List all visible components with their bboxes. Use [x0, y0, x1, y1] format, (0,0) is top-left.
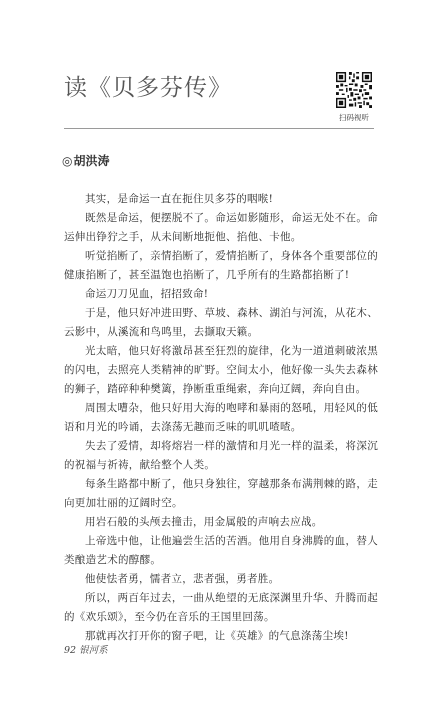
paragraph: 命运刀刀见血，招招致命! — [85, 288, 209, 300]
paragraph: 每条生路都中断了，他只身独往，穿越那条布满荆棘的路，走向更加壮丽的辽阔时空。 — [64, 478, 378, 509]
qr-code-icon[interactable] — [336, 72, 372, 108]
journal-name: 银河系 — [79, 645, 108, 656]
author-byline — [62, 152, 110, 169]
paragraph: 周围太嘈杂，他只好用大海的咆哮和暴雨的怒吼，用轻风的低语和月光的吟诵，去涤荡无趣而乏味的叽叽喳喳。 — [64, 402, 378, 433]
paragraph: 于是，他只好冲进田野、草坡、森林、湖泊与河流，从花木、云影中，从溪流和鸟鸣里，去撷取天籁。 — [64, 307, 378, 338]
paragraph: 那就再次打开你的窗子吧，让《英雄》的气息涤荡尘埃! — [85, 630, 349, 642]
qr-label: 扫码视听 — [339, 113, 369, 122]
paragraph: 他使怯者勇，懦者立，悲者强，勇者胜。 — [85, 573, 280, 585]
paragraph: 所以，两百年过去，一曲从绝望的无底深渊里升华、升腾而起的《欢乐颂》，至今仍在音乐的王国里回荡。 — [64, 592, 378, 623]
paragraph: 光太暗，他只好将激昂甚至狂烈的旋律，化为一道道刺破浓黑的闪电，去照亮人类精神的旷野。空间太小，他好像一头失去森林的狮子，踏碎种种樊篱，挣断重重绳索，奔向辽阔，奔向自由。 — [64, 345, 378, 395]
article-title: 读《贝多芬传》 — [64, 75, 232, 101]
paragraph: 听觉掐断了，亲情掐断了，爱情掐断了，身体各个重要部位的健康掐断了，甚至温饱也掐断了，几乎所有的生路都掐断了! — [64, 250, 378, 281]
article-body — [64, 190, 378, 646]
title-divider — [64, 128, 374, 129]
author-mark: ◎ — [62, 154, 73, 168]
paragraph: 上帝选中他，让他遍尝生活的苦酒。他用自身沸腾的血，替人类酿造艺术的醇醪。 — [64, 535, 378, 566]
author-name: 胡洪涛 — [73, 154, 110, 168]
qr-block[interactable] — [330, 72, 378, 123]
page-number: 92 — [64, 645, 77, 656]
paragraph: 其实，是命运一直在扼住贝多芬的咽喉! — [85, 193, 274, 205]
paragraph: 既然是命运，便摆脱不了。命运如影随形，命运无处不在。命运伸出铮狞之手，从未间断地扼他、掐他、卡他。 — [64, 212, 378, 243]
paragraph: 用岩石般的头颅去撞击，用金属般的声响去应战。 — [85, 516, 323, 528]
paragraph: 失去了爱情，却将熔岩一样的激情和月光一样的温柔，将深沉的祝福与祈祷，献给整个人类。 — [64, 440, 378, 471]
page-footer — [64, 642, 108, 656]
